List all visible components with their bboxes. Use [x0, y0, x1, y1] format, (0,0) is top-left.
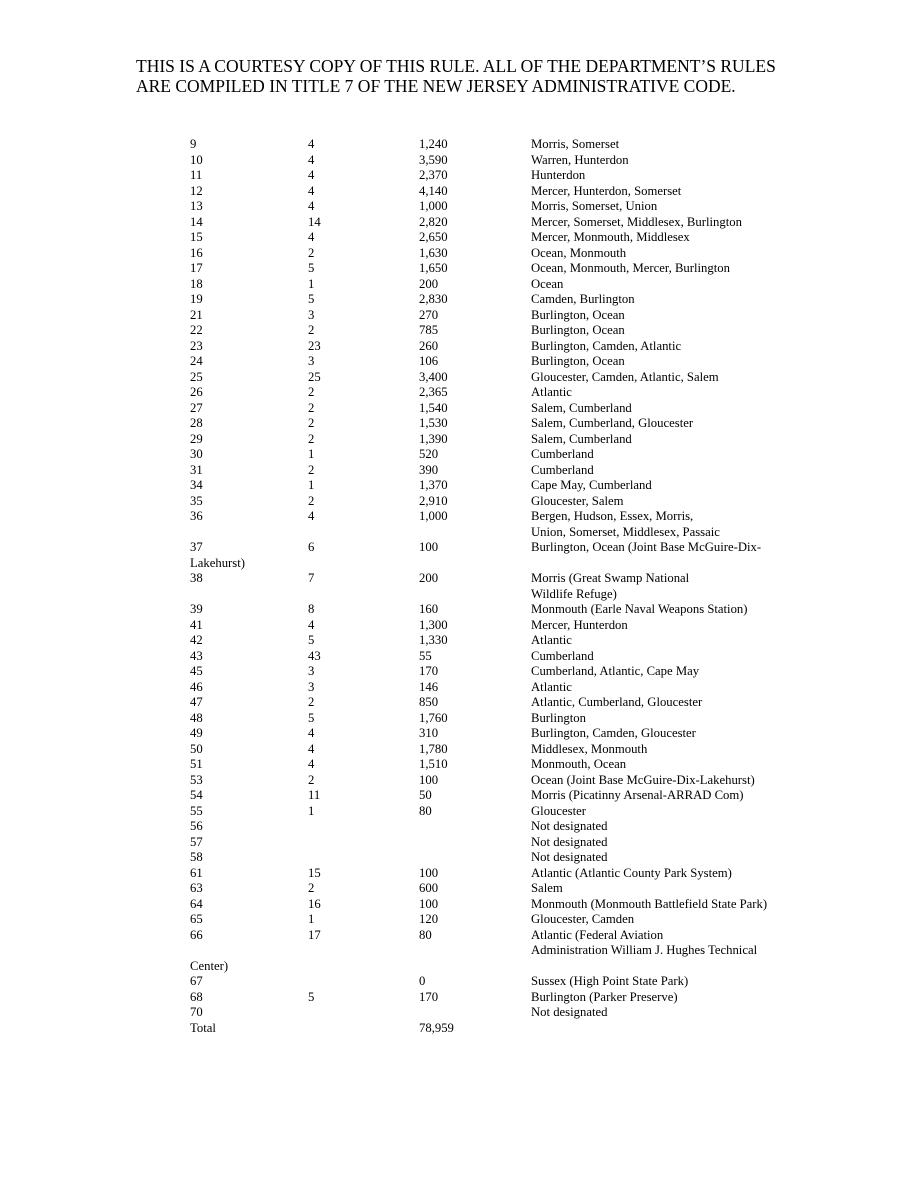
county-cell: Salem — [531, 881, 563, 895]
county-cell: Cumberland — [531, 462, 594, 477]
county-cell: Burlington, Ocean — [531, 354, 625, 368]
col3-cell: 600 — [419, 881, 439, 895]
col3-cell: 850 — [419, 695, 439, 709]
table-row — [190, 153, 830, 169]
col2-cell: 3 — [308, 664, 315, 678]
col2-cell: 3 — [308, 679, 315, 694]
zone-cell: 22 — [190, 323, 203, 337]
table-row — [190, 1021, 830, 1037]
zone-cell: 19 — [190, 292, 203, 306]
col2-cell: 1 — [308, 478, 315, 492]
zone-cell: 45 — [190, 664, 203, 678]
county-cell: Administration William J. Hughes Technical — [531, 943, 758, 957]
col2-cell: 43 — [308, 648, 321, 663]
county-cell: Atlantic (Atlantic County Park System) — [531, 865, 732, 880]
col3-cell: 2,910 — [419, 493, 448, 508]
zone-cell: 64 — [190, 896, 203, 911]
county-cell: Morris, Somerset, Union — [531, 199, 658, 213]
table-row — [190, 292, 830, 308]
county-cell: Salem, Cumberland, Gloucester — [531, 416, 694, 430]
col2-cell: 5 — [308, 292, 315, 306]
zone-cell: 29 — [190, 431, 203, 446]
zone-cell: 15 — [190, 230, 203, 244]
col3-cell: 1,240 — [419, 137, 448, 151]
col3-cell: 160 — [419, 602, 439, 616]
col3-cell: 78,959 — [419, 1020, 454, 1035]
county-cell: Ocean (Joint Base McGuire-Dix-Lakehurst) — [531, 772, 755, 787]
county-cell: Gloucester, Camden — [531, 912, 635, 926]
table-row — [190, 571, 830, 587]
table-row — [190, 928, 830, 944]
table-row — [190, 711, 830, 727]
table-row — [190, 757, 830, 773]
col2-cell: 5 — [308, 261, 315, 275]
col3-cell: 100 — [419, 540, 439, 554]
col2-cell: 1 — [308, 803, 315, 818]
county-cell: Burlington (Parker Preserve) — [531, 989, 678, 1004]
county-cell: Burlington, Camden, Gloucester — [531, 726, 696, 740]
county-cell: Cape May, Cumberland — [531, 478, 652, 492]
zone-cell: 36 — [190, 509, 203, 523]
zone-cell: 10 — [190, 152, 203, 167]
county-cell: Cumberland — [531, 447, 594, 461]
col2-cell: 4 — [308, 741, 315, 756]
col2-cell: 2 — [308, 400, 315, 415]
table-row — [190, 959, 830, 975]
table-row — [190, 1005, 830, 1021]
county-cell: Morris (Great Swamp National — [531, 571, 690, 585]
table-row — [190, 354, 830, 370]
col3-cell: 200 — [419, 571, 439, 585]
table-row — [190, 602, 830, 618]
col2-cell: 2 — [308, 431, 315, 446]
table-row — [190, 866, 830, 882]
table-row — [190, 633, 830, 649]
col2-cell: 4 — [308, 199, 315, 213]
table-row — [190, 680, 830, 696]
county-cell: Burlington, Ocean — [531, 307, 625, 322]
col3-cell: 100 — [419, 865, 439, 880]
county-cell: Morris, Somerset — [531, 137, 620, 151]
zone-cell: 49 — [190, 726, 203, 740]
table-row — [190, 308, 830, 324]
county-cell: Cumberland, Atlantic, Cape May — [531, 664, 700, 678]
col3-cell: 310 — [419, 726, 439, 740]
table-row — [190, 618, 830, 634]
table-row — [190, 385, 830, 401]
county-cell: Gloucester — [531, 803, 586, 818]
county-cell: Not designated — [531, 1005, 608, 1019]
col2-cell: 16 — [308, 896, 321, 911]
county-cell: Middlesex, Monmouth — [531, 741, 648, 756]
col2-cell: 2 — [308, 493, 315, 508]
table-row — [190, 788, 830, 804]
zone-cell: 14 — [190, 214, 203, 229]
zone-cell: 31 — [190, 462, 203, 477]
col3-cell: 785 — [419, 323, 439, 337]
zone-cell: 61 — [190, 865, 203, 880]
county-cell: Atlantic — [531, 633, 572, 647]
col2-cell: 5 — [308, 633, 315, 647]
col3-cell: 3,590 — [419, 152, 448, 167]
zone-cell: 39 — [190, 602, 203, 616]
zone-cell: 65 — [190, 912, 203, 926]
county-cell: Monmouth (Earle Naval Weapons Station) — [531, 602, 748, 616]
col2-cell: 4 — [308, 509, 315, 523]
zone-cell: 26 — [190, 385, 203, 399]
zone-cell: 37 — [190, 540, 203, 554]
zone-cell: 16 — [190, 245, 203, 260]
col3-cell: 1,760 — [419, 710, 448, 725]
table-row — [190, 556, 830, 572]
col2-cell: 8 — [308, 602, 315, 616]
table-row — [190, 323, 830, 339]
col2-cell: 4 — [308, 230, 315, 244]
col3-cell: 2,365 — [419, 385, 448, 399]
county-cell: Morris (Picatinny Arsenal-ARRAD Com) — [531, 788, 744, 802]
col2-cell: 25 — [308, 369, 321, 384]
zone-cell: 35 — [190, 493, 203, 508]
zone-cell: 50 — [190, 741, 203, 756]
col3-cell: 1,000 — [419, 199, 448, 213]
table-row — [190, 261, 830, 277]
zone-cell: 9 — [190, 137, 197, 151]
col2-cell: 1 — [308, 912, 315, 926]
col3-cell: 146 — [419, 679, 439, 694]
col3-cell: 200 — [419, 276, 439, 291]
zone-cell: 11 — [190, 168, 203, 182]
table-row — [190, 215, 830, 231]
table-row — [190, 447, 830, 463]
col2-cell: 15 — [308, 865, 321, 880]
county-cell: Monmouth, Ocean — [531, 757, 627, 771]
zone-cell: 13 — [190, 199, 203, 213]
table-row — [190, 230, 830, 246]
col2-cell: 2 — [308, 881, 315, 895]
zone-cell: 41 — [190, 617, 203, 632]
table-row — [190, 587, 830, 603]
county-cell: Mercer, Somerset, Middlesex, Burlington — [531, 214, 742, 229]
table-row — [190, 525, 830, 541]
table-row — [190, 509, 830, 525]
col3-cell: 1,530 — [419, 416, 448, 430]
col3-cell: 55 — [419, 648, 432, 663]
county-cell: Camden, Burlington — [531, 292, 635, 306]
col3-cell: 2,650 — [419, 230, 448, 244]
county-cell: Bergen, Hudson, Essex, Morris, — [531, 509, 694, 523]
col2-cell: 4 — [308, 726, 315, 740]
table-row — [190, 168, 830, 184]
zone-cell: 57 — [190, 834, 203, 849]
table-row — [190, 649, 830, 665]
col3-cell: 3,400 — [419, 369, 448, 384]
col2-cell: 4 — [308, 757, 315, 771]
col3-cell: 106 — [419, 354, 439, 368]
col3-cell: 1,390 — [419, 431, 448, 446]
table-row — [190, 804, 830, 820]
zone-cell: Center) — [190, 958, 229, 973]
zone-cell: Total — [190, 1020, 216, 1035]
courtesy-copy-notice: THIS IS A COURTESY COPY OF THIS RULE. ALL OF THE DEPARTMENT’S RULES ARE COMPILED IN TITLE 7 OF THE NEW JERSEY ADMINISTRATIVE CODE. — [136, 56, 776, 96]
col2-cell: 23 — [308, 338, 321, 353]
county-cell: Cumberland — [531, 648, 594, 663]
col3-cell: 1,300 — [419, 617, 448, 632]
col2-cell: 17 — [308, 927, 321, 942]
table-row — [190, 416, 830, 432]
table-row — [190, 246, 830, 262]
county-cell: Salem, Cumberland — [531, 400, 632, 415]
zone-cell: 25 — [190, 369, 203, 384]
col2-cell: 3 — [308, 307, 315, 322]
zone-cell: 34 — [190, 478, 203, 492]
zone-cell: Lakehurst) — [190, 555, 245, 570]
col2-cell: 4 — [308, 617, 315, 632]
zone-cell: 55 — [190, 803, 203, 818]
col3-cell: 170 — [419, 989, 439, 1004]
table-row — [190, 184, 830, 200]
zone-cell: 28 — [190, 416, 203, 430]
col3-cell: 1,630 — [419, 245, 448, 260]
table-row — [190, 401, 830, 417]
county-cell: Atlantic (Federal Aviation — [531, 927, 664, 942]
county-cell: Ocean, Monmouth — [531, 245, 627, 260]
col3-cell: 1,510 — [419, 757, 448, 771]
col3-cell: 260 — [419, 338, 439, 353]
zone-cell: 38 — [190, 571, 203, 585]
col2-cell: 4 — [308, 137, 315, 151]
table-row — [190, 137, 830, 153]
col2-cell: 2 — [308, 772, 315, 787]
col2-cell: 2 — [308, 385, 315, 399]
zone-cell: 43 — [190, 648, 203, 663]
col2-cell: 11 — [308, 788, 321, 802]
col2-cell: 7 — [308, 571, 315, 585]
zone-cell: 56 — [190, 819, 203, 833]
col2-cell: 2 — [308, 695, 315, 709]
zone-cell: 12 — [190, 183, 203, 198]
col2-cell: 2 — [308, 416, 315, 430]
table-row — [190, 339, 830, 355]
col3-cell: 520 — [419, 447, 439, 461]
col3-cell: 170 — [419, 664, 439, 678]
col3-cell: 1,780 — [419, 741, 448, 756]
col3-cell: 1,370 — [419, 478, 448, 492]
table-row — [190, 664, 830, 680]
county-cell: Mercer, Hunterdon, Somerset — [531, 183, 682, 198]
county-cell: Not designated — [531, 819, 608, 833]
col2-cell: 6 — [308, 540, 315, 554]
col3-cell: 80 — [419, 803, 432, 818]
county-cell: Atlantic — [531, 385, 572, 399]
col3-cell: 1,650 — [419, 261, 448, 275]
table-row — [190, 881, 830, 897]
zone-cell: 30 — [190, 447, 203, 461]
table-row — [190, 695, 830, 711]
county-cell: Ocean, Monmouth, Mercer, Burlington — [531, 261, 730, 275]
table-row — [190, 897, 830, 913]
county-cell: Mercer, Monmouth, Middlesex — [531, 230, 690, 244]
table-row — [190, 463, 830, 479]
col2-cell: 1 — [308, 276, 315, 291]
col3-cell: 2,370 — [419, 168, 448, 182]
zone-cell: 27 — [190, 400, 203, 415]
zone-cell: 24 — [190, 354, 203, 368]
zone-cell: 47 — [190, 695, 203, 709]
table-row — [190, 974, 830, 990]
zone-cell: 67 — [190, 974, 203, 988]
zone-cell: 17 — [190, 261, 203, 275]
county-cell: Mercer, Hunterdon — [531, 617, 628, 632]
county-cell: Ocean — [531, 276, 564, 291]
county-cell: Burlington, Ocean — [531, 323, 625, 337]
col3-cell: 390 — [419, 462, 439, 477]
zone-cell: 51 — [190, 757, 203, 771]
county-cell: Union, Somerset, Middlesex, Passaic — [531, 524, 720, 539]
county-cell: Warren, Hunterdon — [531, 152, 629, 167]
table-row — [190, 432, 830, 448]
col3-cell: 80 — [419, 927, 432, 942]
col3-cell: 2,830 — [419, 292, 448, 306]
county-cell: Gloucester, Camden, Atlantic, Salem — [531, 369, 719, 384]
zone-cell: 21 — [190, 307, 203, 322]
zone-cell: 63 — [190, 881, 203, 895]
col3-cell: 4,140 — [419, 183, 448, 198]
table-row — [190, 494, 830, 510]
table-row — [190, 370, 830, 386]
col3-cell: 100 — [419, 896, 439, 911]
zone-cell: 70 — [190, 1005, 203, 1019]
county-cell: Not designated — [531, 850, 608, 864]
col3-cell: 2,820 — [419, 214, 448, 229]
zone-cell: 53 — [190, 772, 203, 787]
table-row — [190, 540, 830, 556]
zone-cell: 23 — [190, 338, 203, 353]
zone-cell: 66 — [190, 927, 203, 942]
col2-cell: 5 — [308, 989, 315, 1004]
table-row — [190, 726, 830, 742]
table-row — [190, 850, 830, 866]
county-cell: Monmouth (Monmouth Battlefield State Park) — [531, 896, 768, 911]
col3-cell: 1,540 — [419, 400, 448, 415]
county-cell: Burlington, Camden, Atlantic — [531, 338, 682, 353]
table-row — [190, 277, 830, 293]
zone-cell: 54 — [190, 788, 203, 802]
col3-cell: 1,000 — [419, 509, 448, 523]
col2-cell: 4 — [308, 152, 315, 167]
county-cell: Hunterdon — [531, 168, 586, 182]
county-cell: Salem, Cumberland — [531, 431, 632, 446]
col3-cell: 270 — [419, 307, 439, 322]
table-row — [190, 199, 830, 215]
col2-cell: 2 — [308, 323, 315, 337]
zone-table — [190, 137, 830, 1036]
table-row — [190, 943, 830, 959]
zone-cell: 18 — [190, 276, 203, 291]
table-row — [190, 835, 830, 851]
zone-cell: 68 — [190, 989, 203, 1004]
col2-cell: 4 — [308, 168, 315, 182]
col2-cell: 4 — [308, 183, 315, 198]
table-row — [190, 990, 830, 1006]
col2-cell: 2 — [308, 245, 315, 260]
col2-cell: 14 — [308, 214, 321, 229]
col2-cell: 1 — [308, 447, 315, 461]
col3-cell: 50 — [419, 788, 432, 802]
col3-cell: 120 — [419, 912, 439, 926]
county-cell: Gloucester, Salem — [531, 493, 624, 508]
county-cell: Burlington, Ocean (Joint Base McGuire-Dix- — [531, 540, 762, 554]
county-cell: Atlantic, Cumberland, Gloucester — [531, 695, 703, 709]
county-cell: Not designated — [531, 834, 608, 849]
table-row — [190, 819, 830, 835]
county-cell: Sussex (High Point State Park) — [531, 974, 689, 988]
table-row — [190, 912, 830, 928]
col2-cell: 5 — [308, 710, 315, 725]
col2-cell: 2 — [308, 462, 315, 477]
col3-cell: 0 — [419, 974, 426, 988]
table-row — [190, 773, 830, 789]
table-row — [190, 742, 830, 758]
col3-cell: 1,330 — [419, 633, 448, 647]
zone-cell: 42 — [190, 633, 203, 647]
county-cell: Wildlife Refuge) — [531, 586, 617, 601]
col2-cell: 3 — [308, 354, 315, 368]
county-cell: Burlington — [531, 710, 586, 725]
table-row — [190, 478, 830, 494]
zone-cell: 58 — [190, 850, 203, 864]
county-cell: Atlantic — [531, 679, 572, 694]
col3-cell: 100 — [419, 772, 439, 787]
zone-cell: 46 — [190, 679, 203, 694]
zone-cell: 48 — [190, 710, 203, 725]
